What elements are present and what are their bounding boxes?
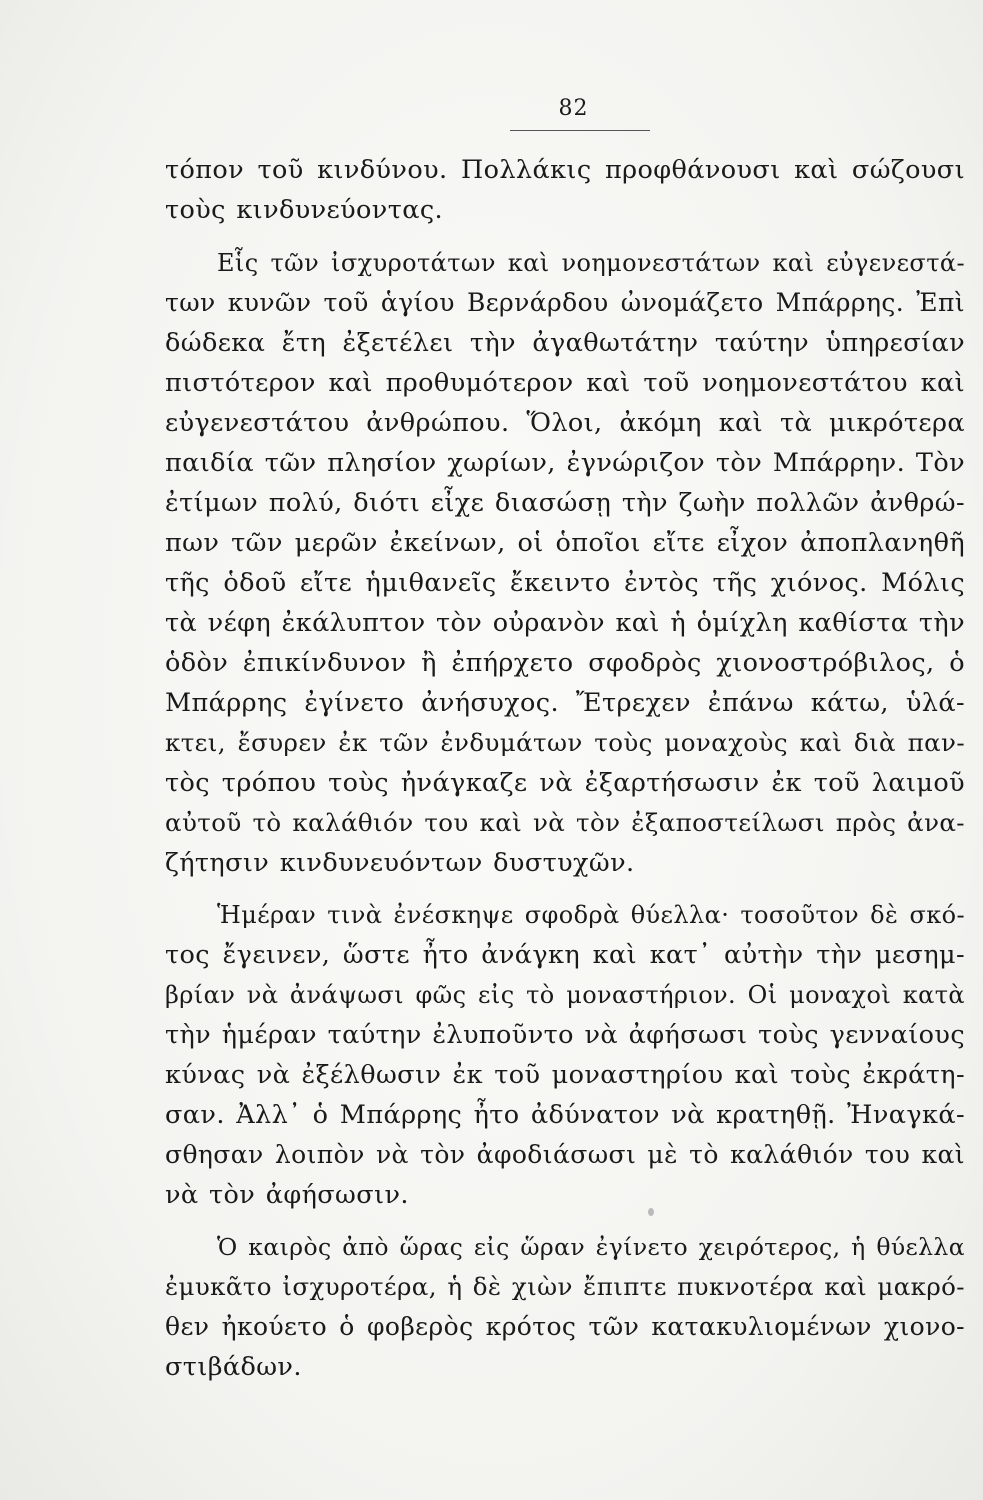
text-line: στιβάδων. [165, 1352, 302, 1382]
text-line: δώδεκα ἔτη ἐξετέλει τὴν ἀγαθωτάτην ταύτην ὑπηρεσίαν [165, 328, 965, 358]
text-line: τοὺς κινδυνεύοντας. [165, 195, 444, 225]
text-line: Ἡμέραν τινὰ ἐνέσκηψε σφοδρὰ θύελλα· τοσοῦτον δὲ σκό- [217, 901, 965, 929]
text-line: ὁδὸν ἐπικίνδυνον ἢ ἐπήρχετο σφοδρὸς χιονοστρόβιλος, ὁ [165, 648, 965, 678]
text-line: κύνας νὰ ἐξέλθωσιν ἐκ τοῦ μοναστηρίου καὶ τοὺς ἐκράτη- [165, 1060, 965, 1090]
text-line: τὸς τρόπου τοὺς ἠνάγκαζε νὰ ἐξαρτήσωσιν ἐκ τοῦ λαιμοῦ [165, 768, 965, 798]
text-line: τόπον τοῦ κινδύνου. Πολλάκις προφθάνουσι καὶ σώζουσι [165, 155, 965, 185]
text-line: Ὁ καιρὸς ἀπὸ ὥρας εἰς ὥραν ἐγίνετο χειρότερος, ἡ θύελλα [217, 1233, 965, 1261]
text-line: πων τῶν μερῶν ἐκείνων, οἱ ὁποῖοι εἴτε εἶχον ἀποπλανηθῆ [165, 528, 965, 558]
text-line: τὰ νέφη ἐκάλυπτον τὸν οὐρανὸν καὶ ἡ ὁμίχλη καθίστα τὴν [165, 608, 965, 638]
text-line: νὰ τὸν ἀφήσωσιν. [165, 1180, 409, 1210]
text-line: σθησαν λοιπὸν νὰ τὸν ἀφοδιάσωσι μὲ τὸ καλάθιόν του καὶ [165, 1140, 965, 1169]
text-line: πιστότερον καὶ προθυμότερον καὶ τοῦ νοημονεστάτου καὶ [165, 368, 965, 398]
page-number: 82 [558, 96, 589, 121]
text-line: ἐμυκᾶτο ἰσχυροτέρα, ἡ δὲ χιὼν ἔπιπτε πυκνοτέρα καὶ μακρό- [165, 1272, 965, 1301]
text-line: σαν. Ἀλλ᾽ ὁ Μπάρρης ἦτο ἀδύνατον νὰ κρατηθῇ. Ἠναγκά- [165, 1100, 965, 1130]
header-rule [510, 130, 650, 131]
text-line: ἐτίμων πολύ, διότι εἶχε διασώσῃ τὴν ζωὴν πολλῶν ἀνθρώ- [165, 488, 965, 518]
text-line: Εἷς τῶν ἰσχυροτάτων καὶ νοημονεστάτων καὶ εὐγενεστά- [217, 249, 965, 277]
text-line: των κυνῶν τοῦ ἁγίου Βερνάρδου ὠνομάζετο Μπάρρης. Ἐπὶ [165, 288, 965, 317]
text-line: τῆς ὁδοῦ εἴτε ἡμιθανεῖς ἔκειντο ἐντὸς τῆς χιόνος. Μόλις [165, 568, 965, 598]
text-line: ζήτησιν κινδυνευόντων δυστυχῶν. [165, 848, 635, 878]
text-line: αὐτοῦ τὸ καλάθιόν του καὶ νὰ τὸν ἐξαποστείλωσι πρὸς ἀνα- [165, 808, 965, 837]
text-line: κτει, ἔσυρεν ἐκ τῶν ἐνδυμάτων τοὺς μοναχοὺς καὶ διὰ παν- [165, 728, 965, 757]
text-line: τος ἔγεινεν, ὥστε ἦτο ἀνάγκη καὶ κατ᾽ αὐτὴν τὴν μεσημ- [165, 940, 965, 970]
text-line: Μπάρρης ἐγίνετο ἀνήσυχος. Ἔτρεχεν ἐπάνω κάτω, ὑλά- [165, 688, 965, 718]
text-line: τὴν ἡμέραν ταύτην ἐλυποῦντο νὰ ἀφήσωσι τοὺς γενναίους [165, 1020, 965, 1050]
text-line: βρίαν νὰ ἀνάψωσι φῶς εἰς τὸ μοναστήριον. Οἱ μοναχοὶ κατὰ [165, 981, 965, 1009]
text-line: παιδία τῶν πλησίον χωρίων, ἐγνώριζον τὸν Μπάρρην. Τὸν [165, 448, 965, 478]
text-line: εὐγενεστάτου ἀνθρώπου. Ὅλοι, ἀκόμη καὶ τὰ μικρότερα [165, 408, 965, 438]
text-line: θεν ἠκούετο ὁ φοβερὸς κρότος τῶν κατακυλιομένων χιονο- [165, 1312, 965, 1341]
paper-speck [648, 1208, 654, 1216]
